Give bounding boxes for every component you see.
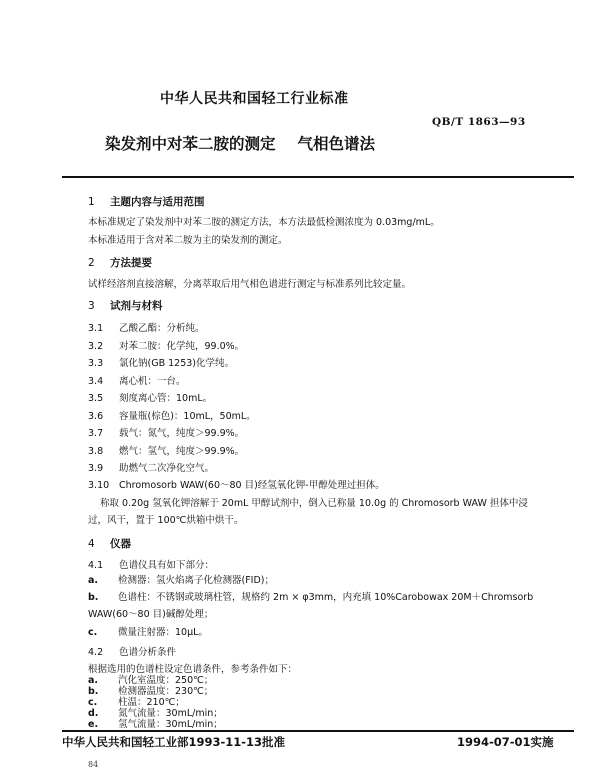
- sub-item: b. 色谱柱：不锈钢或玻璃柱管，规格约 2m × φ3mm，内充填 10%Carobowax 20M＋Chromsorb: [88, 592, 534, 603]
- list-item: 3.7 载气：氮气，纯度＞99.9%。: [88, 428, 245, 439]
- section-1-paragraph-1: 本标准规定了染发剂中对苯二胺的测定方法，本方法最低检测浓度为 0.03mg/mL。: [88, 217, 440, 228]
- section-title: 试剂与材料: [110, 300, 163, 312]
- section-1-heading: [88, 194, 205, 209]
- header-rule: [62, 176, 574, 178]
- list-item: 4.2 色谱分析条件: [88, 647, 177, 658]
- list-item: 3.10 Chromosorb WAW(60～80 目)经氢氧化钾-甲醇处理过担体。: [88, 480, 385, 491]
- section-2-paragraph-1: 试样经溶剂直接溶解，分离萃取后用气相色谱进行测定与标准系列比较定量。: [88, 279, 412, 290]
- implementation-date: 1994-07-01实施: [457, 735, 554, 749]
- page-number: 84: [88, 760, 99, 769]
- standard-number: QB/T 1863—93: [432, 116, 526, 128]
- sub-item-continuation: WAW(60～80 目)碱醇处理；: [88, 609, 214, 620]
- sub-item: d. 氮气流量：30mL/min；: [88, 708, 223, 719]
- footer-rule: [62, 730, 574, 732]
- section-number: 4: [88, 538, 95, 550]
- list-item: 3.8 燃气：氢气，纯度＞99.9%。: [88, 446, 245, 457]
- title-method: 气相色谱法: [297, 135, 376, 153]
- sub-item: c. 微量注射器：10μL。: [88, 627, 208, 638]
- sub-item: a. 汽化室温度：250℃；: [88, 675, 214, 686]
- sub-item: a. 检测器：氢火焰离子化检测器(FID)；: [88, 575, 274, 586]
- section-3-tail-line-1: 称取 0.20g 氢氧化钾溶解于 20mL 甲醇试剂中，倒入已称量 10.0g 的 Chromosorb WAW 担体中浸: [100, 498, 528, 509]
- section-1-paragraph-2: 本标准适用于含对苯二胺为主的染发剂的测定。: [88, 235, 288, 246]
- section-3-heading: [88, 298, 163, 313]
- section-number: 2: [88, 257, 95, 269]
- title-main: 染发剂中对苯二胺的测定: [105, 135, 276, 153]
- section-title: 主题内容与适用范围: [110, 196, 205, 208]
- list-item: 3.9 助燃气二次净化空气。: [88, 463, 215, 474]
- issuing-organization: 中华人民共和国轻工行业标准: [160, 91, 349, 107]
- sub-item: e. 氢气流量：30mL/min；: [88, 719, 223, 730]
- list-item: 3.3 氯化钠(GB 1253)化学纯。: [88, 358, 234, 369]
- section-4-2-intro: 根据选用的色谱柱设定色谱条件，参考条件如下：: [88, 664, 298, 675]
- section-number: 3: [88, 300, 95, 312]
- approval-line: 中华人民共和国轻工业部1993-11-13批准: [62, 735, 286, 749]
- section-number: 1: [88, 196, 95, 208]
- sub-item: b. 检测器温度：230℃；: [88, 686, 214, 697]
- section-title: 仪器: [110, 538, 131, 550]
- section-4-heading: [88, 536, 131, 551]
- list-item: 3.1 乙酸乙酯：分析纯。: [88, 323, 205, 334]
- document-title: [105, 132, 375, 154]
- list-item: 4.1 色谱仪具有如下部分：: [88, 560, 215, 571]
- section-3-tail-line-2: 过，风干，置于 100℃烘箱中烘干。: [88, 515, 244, 526]
- section-title: 方法提要: [110, 257, 152, 269]
- list-item: 3.6 容量瓶(棕色)：10mL，50mL。: [88, 411, 256, 422]
- list-item: 3.2 对苯二胺：化学纯，99.0%。: [88, 341, 245, 352]
- section-2-heading: [88, 255, 152, 270]
- list-item: 3.5 刻度离心管：10mL。: [88, 393, 213, 404]
- sub-item: c. 柱温：210℃；: [88, 697, 185, 708]
- list-item: 3.4 离心机：一台。: [88, 376, 186, 387]
